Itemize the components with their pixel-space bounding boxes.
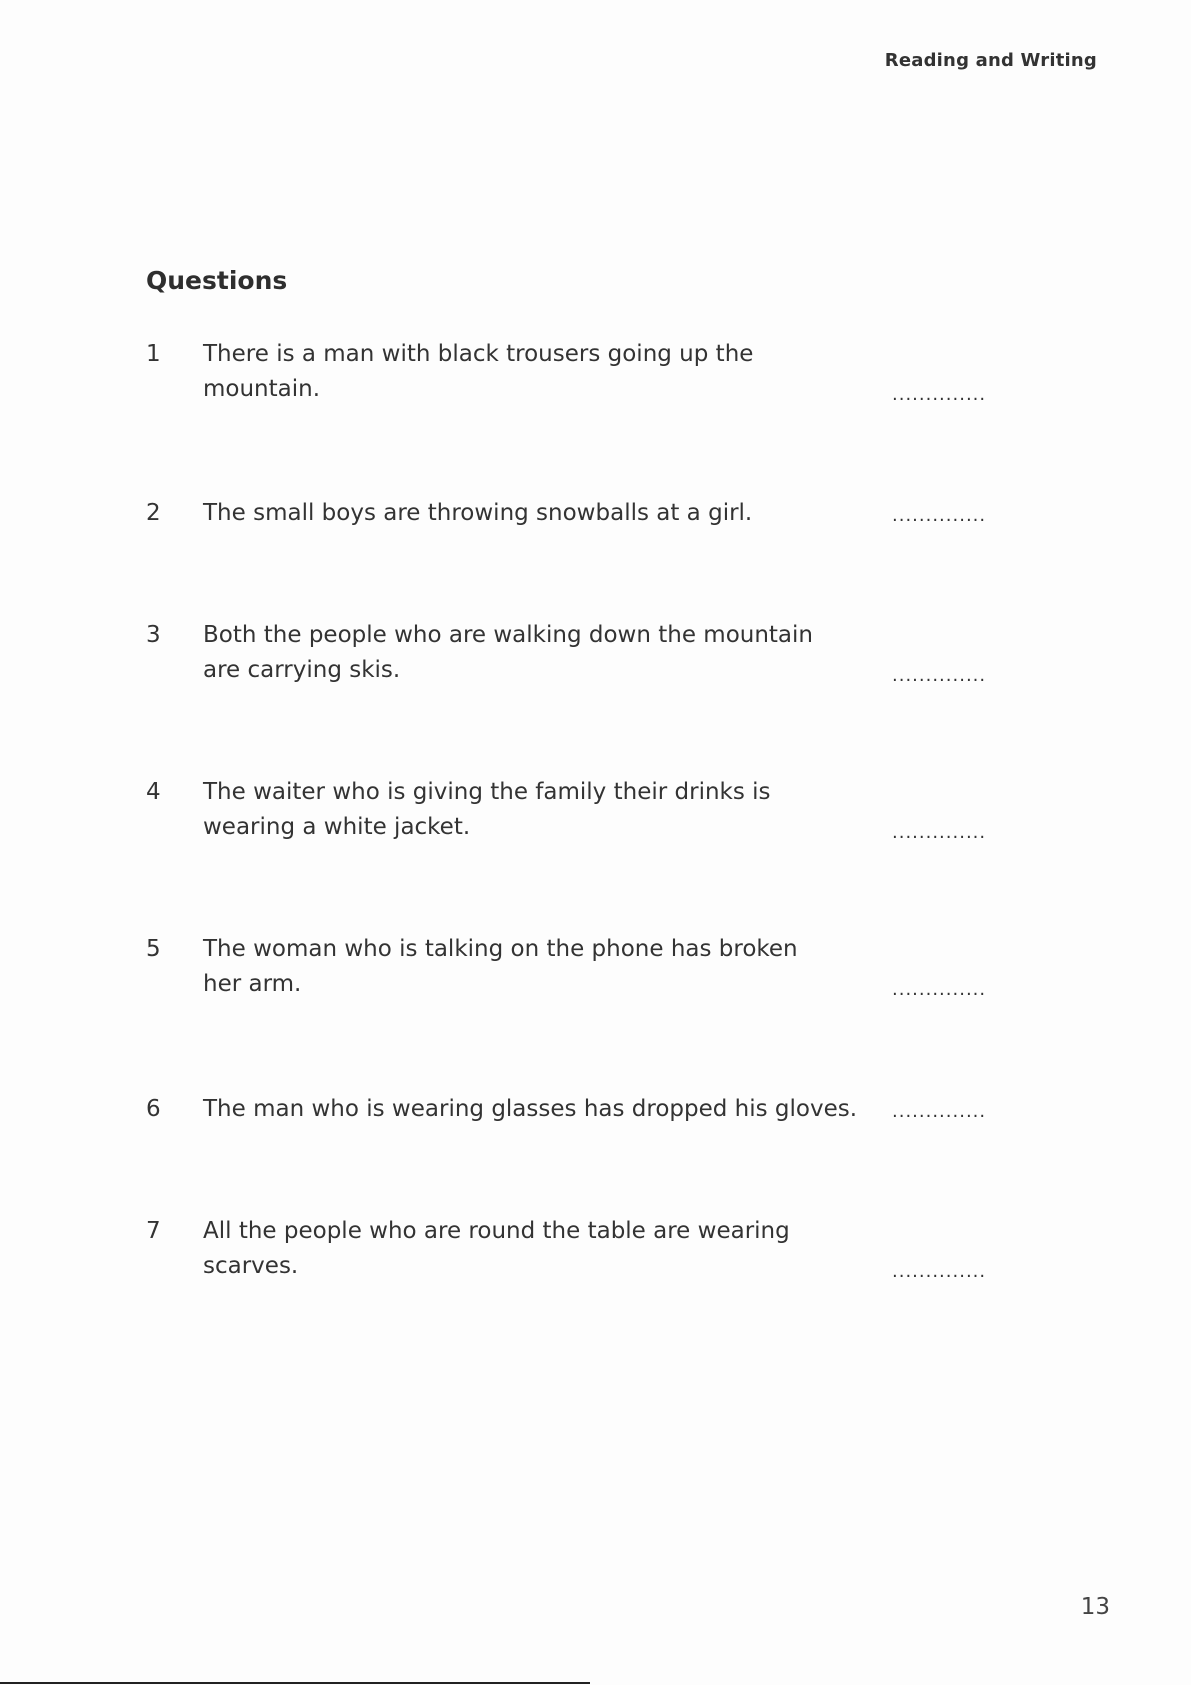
answer-blank[interactable]: ..............	[892, 1101, 987, 1122]
answer-blank[interactable]: ..............	[892, 665, 987, 686]
question-number: 6	[146, 1096, 161, 1122]
question-number: 1	[146, 341, 161, 367]
answer-blank[interactable]: ..............	[892, 505, 987, 526]
answer-blank[interactable]: ..............	[892, 1261, 987, 1282]
question-text: Both the people who are walking down the mountain are carrying skis.	[203, 622, 813, 683]
page-number: 13	[1080, 1594, 1110, 1620]
section-header: Reading and Writing	[884, 50, 1097, 71]
question-text: The woman who is talking on the phone has broken her arm.	[203, 936, 798, 997]
bottom-rule	[0, 1682, 590, 1684]
question-number: 3	[146, 622, 161, 648]
question-number: 5	[146, 936, 161, 962]
answer-blank[interactable]: ..............	[892, 822, 987, 843]
question-number: 7	[146, 1218, 161, 1244]
question-text: The waiter who is giving the family their drinks is wearing a white jacket.	[203, 779, 771, 840]
questions-heading: Questions	[146, 266, 288, 295]
question-number: 4	[146, 779, 161, 805]
question-text: All the people who are round the table are wearing scarves.	[203, 1218, 790, 1279]
question-text: The small boys are throwing snowballs at a girl.	[203, 500, 753, 526]
answer-blank[interactable]: ..............	[892, 979, 987, 1000]
question-text: There is a man with black trousers going up the mountain.	[203, 341, 754, 402]
question-text: The man who is wearing glasses has dropped his gloves.	[203, 1096, 858, 1122]
question-number: 2	[146, 500, 161, 526]
answer-blank[interactable]: ..............	[892, 384, 987, 405]
